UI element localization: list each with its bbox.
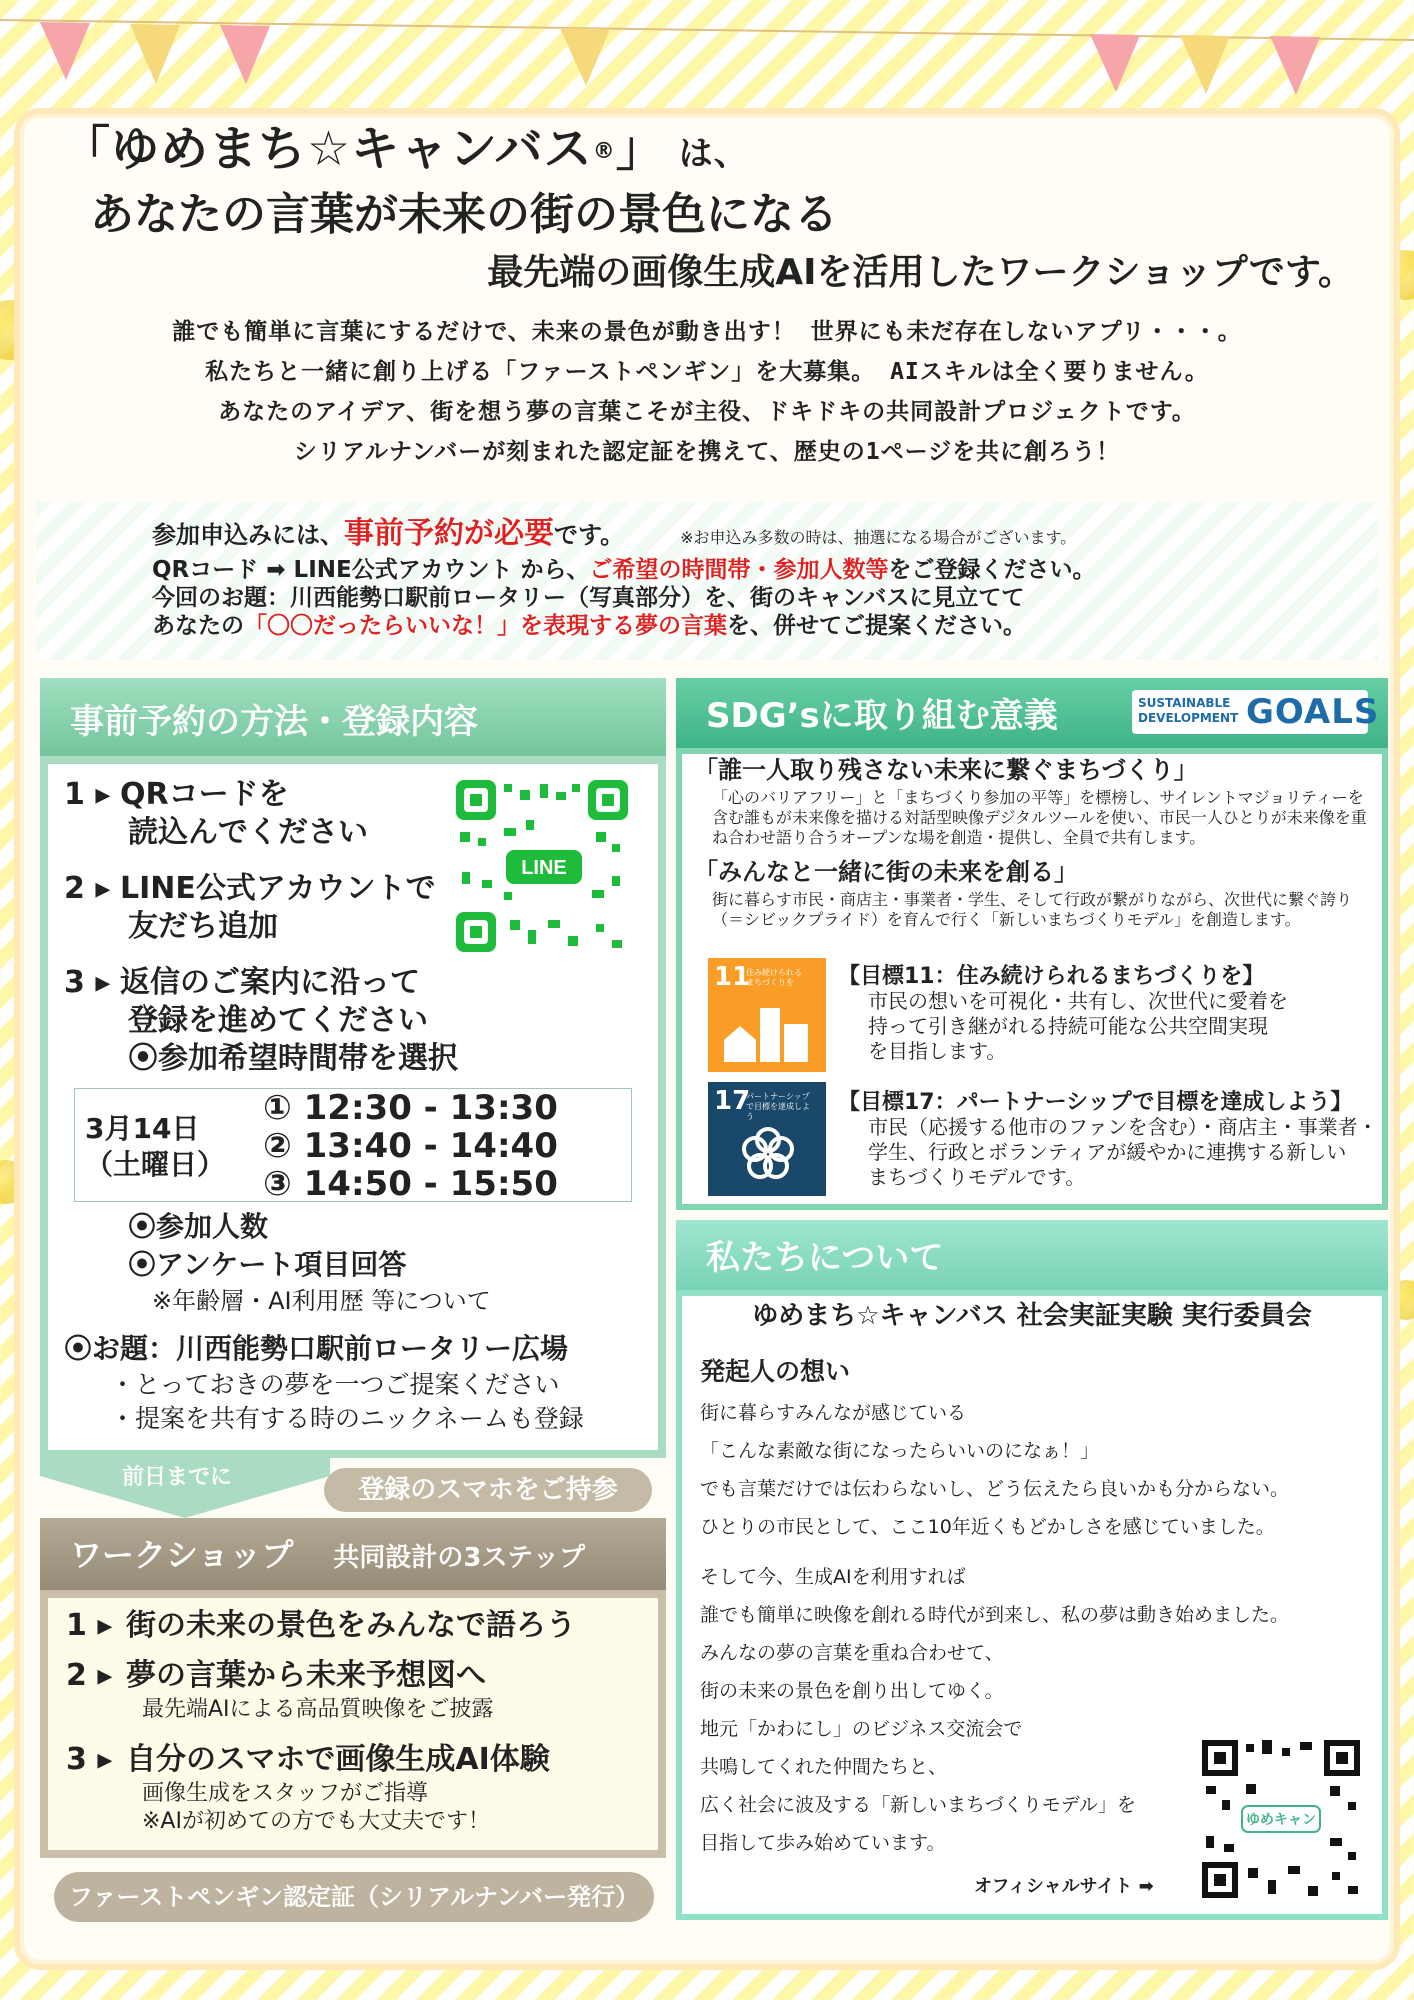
qr-logo-text: ゆめキャン bbox=[1246, 1812, 1316, 1828]
goal-label: 住み続けられるまちづくりを bbox=[746, 968, 802, 987]
step-text: 街の未来の景色をみんなで語ろう bbox=[126, 1608, 576, 1643]
reservation-steps bbox=[64, 776, 458, 1078]
headline-title bbox=[62, 118, 1362, 185]
step-number: 1 ▸ bbox=[64, 777, 111, 812]
sdgs-goals-logo bbox=[1132, 690, 1380, 734]
goal-desc: まちづくりモデルです。 bbox=[868, 1165, 1086, 1189]
sdgs-title: SDG’sに取り組む意義 bbox=[676, 678, 1388, 748]
headline bbox=[62, 118, 1362, 301]
registered-mark: ® bbox=[592, 139, 616, 164]
message-line: みんなの夢の言葉を重ね合わせて、 bbox=[700, 1642, 1004, 1664]
notice-line bbox=[152, 556, 1378, 584]
registration-items bbox=[128, 1208, 491, 1318]
goal-desc: 学生、行政とボランティアが緩やかに連携する新しい bbox=[868, 1140, 1347, 1164]
step-text: QRコードを bbox=[120, 777, 289, 812]
step-note: 最先端AIによる高品質映像をご披露 bbox=[142, 1697, 494, 1722]
time-slots bbox=[263, 1089, 558, 1203]
bunting-decoration bbox=[0, 0, 1414, 110]
message-line: 広く社会に波及する「新しいまちづくりモデル」を bbox=[700, 1794, 1136, 1816]
sdgs-paragraph: 「心のバリアフリー」と「まちづくり参加の平等」を標榜し、サイレントマジョリティーを含む誰もが未来像を描ける対話型映像デジタルツールを使い、市民一人ひとりが未来像を重ね合わせ語り合うオープンな場を創造・提供し、全員で共有します。 bbox=[712, 788, 1367, 847]
step-text: 読込んでください bbox=[128, 815, 368, 850]
goal-11-icon bbox=[708, 958, 826, 1072]
organization-name: ゆめまち☆キャンバス 社会実証実験 実行委員会 bbox=[752, 1301, 1312, 1331]
goal-title: 【目標17：パートナーシップで目標を達成しよう】 bbox=[838, 1090, 1353, 1115]
goal-label: パートナーシップで目標を達成しよう bbox=[746, 1092, 810, 1121]
goals-logo-small: SUSTAINABLE DEVELOPMENT bbox=[1138, 696, 1239, 725]
weekday-text: （土曜日） bbox=[85, 1148, 226, 1181]
notice-text: あなたの bbox=[152, 613, 244, 639]
step-number: 2 ▸ bbox=[64, 871, 111, 906]
notice-line bbox=[152, 612, 1378, 640]
founder-heading: 発起人の想い bbox=[700, 1357, 851, 1386]
goal-17-icon bbox=[708, 1082, 826, 1196]
survey-note: ※年齢層・AI利用歴 等について bbox=[152, 1287, 491, 1315]
city-icon bbox=[722, 1000, 812, 1064]
theme-title: ⦿お題：川西能勢口駅前ロータリー広場 bbox=[64, 1332, 569, 1365]
notice-line: 今回のお題：川西能勢口駅前ロータリー（写真部分）を、街のキャンバスに見立てて bbox=[152, 585, 1025, 611]
item-people: ⦿参加人数 bbox=[128, 1210, 269, 1243]
step-text: 自分のスマホで画像生成AI体験 bbox=[126, 1742, 550, 1777]
step-note: ※AIが初めての方でも大丈夫です！ bbox=[142, 1809, 490, 1834]
message-line: 「こんな素敵な街になったらいいのになぁ！」 bbox=[700, 1440, 1100, 1462]
theme-note: ・とっておきの夢を一つご提案ください bbox=[110, 1370, 560, 1399]
step-text: ⦿参加希望時間帯を選択 bbox=[128, 1041, 458, 1076]
intro-text bbox=[40, 312, 1374, 472]
message-line: 街の未来の景色を創り出してゆく。 bbox=[700, 1680, 1004, 1702]
headline-subtitle: 最先端の画像生成AIを活用したワークショップです。 bbox=[487, 252, 1354, 293]
goal-desc: を目指します。 bbox=[868, 1039, 1007, 1063]
goal-desc: 市民（応援する他市のファンを含む）・商店主・事業者・ bbox=[868, 1115, 1378, 1139]
line-qr-code[interactable] bbox=[456, 780, 628, 952]
message-line: 地元「かわにし」のビジネス交流会で bbox=[700, 1718, 1023, 1740]
message-line: 誰でも簡単に映像を創れる時代が到来し、私の夢は動き始めました。 bbox=[700, 1604, 1290, 1626]
notice-line bbox=[152, 516, 1378, 556]
event-date bbox=[85, 1111, 225, 1183]
theme-block bbox=[64, 1330, 584, 1436]
headline-brand: 「ゆめまち☆キャンバス bbox=[62, 121, 593, 177]
message-line: 街に暮らすみんなが感じている bbox=[700, 1402, 967, 1424]
arrow-label: 前日までに bbox=[122, 1465, 233, 1490]
sdgs-content bbox=[694, 752, 1374, 936]
time-slot[interactable]: ③ 14:50 - 15:50 bbox=[263, 1164, 558, 1204]
official-site-qr-code[interactable] bbox=[1202, 1740, 1360, 1898]
lottery-note: ※お申込み多数の時は、抽選になる場合がございます。 bbox=[680, 528, 1077, 547]
notice-text: をご登録ください。 bbox=[888, 557, 1096, 583]
step-number: 3 ▸ bbox=[66, 1742, 113, 1777]
goal-11-text bbox=[838, 964, 1288, 1064]
item-survey: ⦿アンケート項目回答 bbox=[128, 1248, 407, 1281]
headline-particle: は、 bbox=[678, 134, 749, 174]
time-slot[interactable]: ② 13:40 - 14:40 bbox=[263, 1126, 558, 1166]
workshop-title bbox=[40, 1518, 666, 1590]
step-text: LINE公式アカウントで bbox=[120, 871, 436, 906]
goal-desc: 市民の想いを可視化・共有し、次世代に愛着を bbox=[868, 989, 1288, 1013]
time-slot[interactable]: ① 12:30 - 13:30 bbox=[263, 1088, 558, 1128]
notice-emphasis: 事前予約が必要 bbox=[344, 516, 554, 551]
official-site-link[interactable]: オフィシャルサイト ➡ bbox=[974, 1876, 1154, 1897]
intro-line: シリアルナンバーが刻まれた認定証を携えて、歴史の1ページを共に創ろう！ bbox=[293, 439, 1121, 465]
goal-number: 17 bbox=[714, 1086, 751, 1116]
message-line: 目指して歩み始めています。 bbox=[700, 1832, 946, 1854]
date-text: 3月14日 bbox=[85, 1112, 200, 1145]
notice-text: 参加申込みには、 bbox=[152, 521, 344, 549]
bring-phone-pill: 登録のスマホをご持参 bbox=[324, 1468, 652, 1512]
workshop-title-text: ワークショップ bbox=[70, 1536, 294, 1574]
step-number: 1 ▸ bbox=[66, 1608, 113, 1643]
reservation-title: 事前予約の方法・登録内容 bbox=[40, 678, 666, 756]
step-text: 夢の言葉から未来予想図へ bbox=[126, 1658, 486, 1693]
goal-desc: 持って引き継がれる持続可能な公共空間実現 bbox=[868, 1014, 1268, 1038]
message-line: ひとりの市民として、ここ10年近くもどかしさを感じていました。 bbox=[700, 1516, 1275, 1538]
intro-line: 誰でも簡単に言葉にするだけで、未来の景色が動き出す！ 世界にも未だ存在しないアプリ・・・。 bbox=[172, 319, 1242, 345]
notice-text: を、併せてご提案ください。 bbox=[727, 613, 1026, 639]
intro-line: あなたのアイデア、街を想う夢の言葉こそが主役、ドキドキの共同設計プロジェクトです。 bbox=[218, 399, 1196, 425]
message-line: 共鳴してくれた仲間たちと、 bbox=[700, 1756, 948, 1778]
notice-emphasis: 「〇〇だったらいいな！」を表現する夢の言葉 bbox=[244, 613, 727, 639]
notice-emphasis: ご希望の時間帯・参加人数等 bbox=[589, 557, 889, 583]
about-title: 私たちについて bbox=[676, 1220, 1388, 1290]
certificate-pill: ファーストペンギン認定証（シリアルナンバー発行） bbox=[54, 1872, 654, 1922]
reservation-notice bbox=[36, 502, 1378, 660]
message-line: でも言葉だけでは伝わらないし、どう伝えたら良いかも分からない。 bbox=[700, 1478, 1290, 1500]
workshop-subtitle: 共同設計の3ステップ bbox=[333, 1543, 585, 1573]
headline-bracket: 」 bbox=[615, 121, 665, 177]
message-line: そして今、生成AIを利用すれば bbox=[700, 1566, 966, 1588]
headline-tagline: あなたの言葉が未来の街の景色になる bbox=[90, 189, 838, 240]
goal-number: 11 bbox=[714, 962, 751, 992]
goals-logo-big: GOALS bbox=[1246, 692, 1380, 732]
notice-text: QRコード ➡ LINE公式アカウント から、 bbox=[152, 557, 590, 583]
step-text: 登録を進めてください bbox=[128, 1003, 428, 1038]
step-note: 画像生成をスタッフがご指導 bbox=[142, 1781, 429, 1806]
notice-text: です。 bbox=[554, 521, 625, 549]
goal-17-text bbox=[838, 1090, 1378, 1190]
step-text: 友だち追加 bbox=[128, 909, 278, 944]
sdgs-heading: 「誰一人取り残さない未来に繋ぐまちづくり」 bbox=[694, 756, 1198, 784]
step-number: 2 ▸ bbox=[66, 1658, 113, 1693]
line-logo-text: LINE bbox=[521, 857, 567, 879]
workshop-steps bbox=[66, 1606, 576, 1836]
time-slot-box bbox=[74, 1088, 632, 1202]
step-text: 返信のご案内に沿って bbox=[120, 965, 420, 1000]
sdgs-paragraph: 街に暮らす市民・商店主・事業者・学生、そして行政が繋がりながら、次世代に繋ぐ誇り（＝シビックプライド）を育んで行く「新しいまちづくりモデル」を創造します。 bbox=[712, 890, 1353, 929]
goal-title: 【目標11：住み続けられるまちづくりを】 bbox=[838, 964, 1265, 989]
sdgs-heading: 「みんなと一緒に街の未来を創る」 bbox=[694, 858, 1078, 886]
partnership-icon bbox=[738, 1124, 798, 1184]
theme-note: ・提案を共有する時のニックネームも登録 bbox=[110, 1404, 584, 1433]
intro-line: 私たちと一緒に創り上げる「ファーストペンギン」を大募集。 AIスキルは全く要りません。 bbox=[205, 359, 1209, 385]
step-number: 3 ▸ bbox=[64, 965, 111, 1000]
